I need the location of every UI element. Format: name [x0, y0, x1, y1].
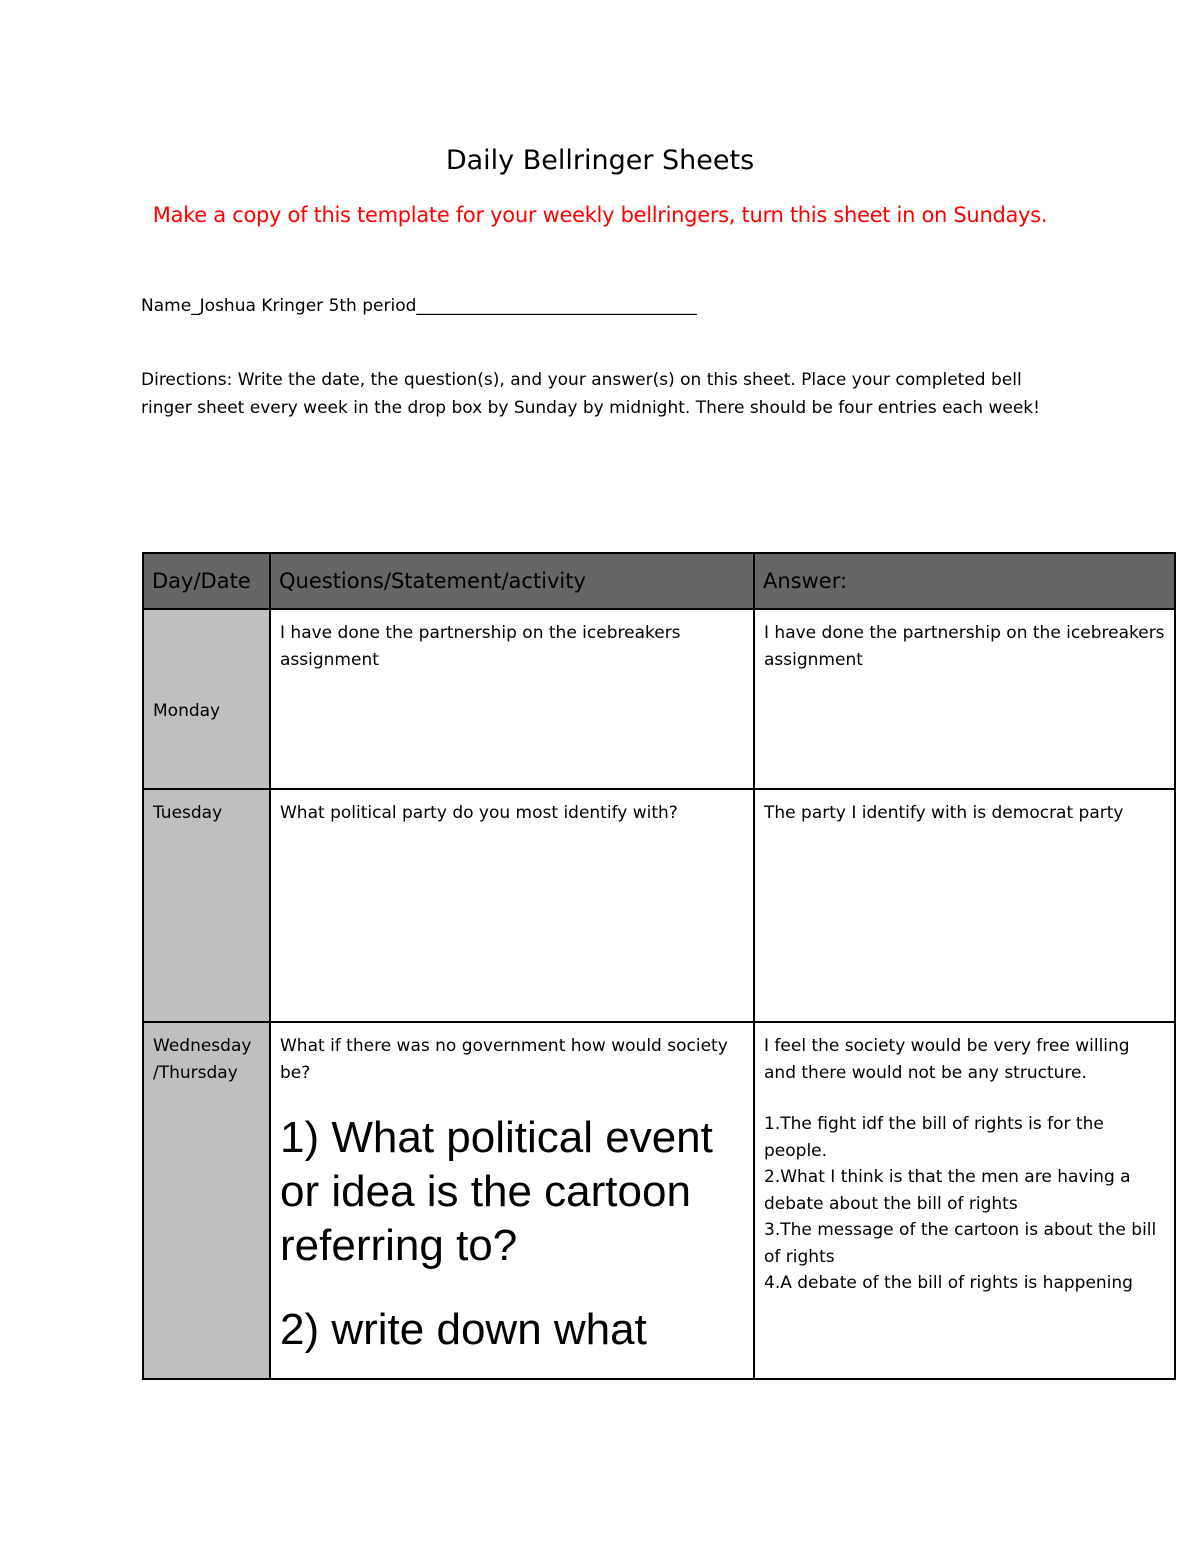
- cartoon-question-1: 1) What political event or idea is the cartoon referring to?: [280, 1113, 713, 1270]
- question-text: What political party do you most identify with?: [280, 803, 678, 823]
- day-label: Monday: [153, 701, 221, 721]
- question-text: I have done the partnership on the icebreakers assignment: [280, 623, 681, 670]
- day-label: Tuesday: [153, 803, 223, 823]
- cartoon-question-2: 2) write down what: [280, 1305, 647, 1354]
- page-title: Daily Bellringer Sheets: [445, 145, 755, 176]
- day-cell: [143, 1022, 270, 1379]
- answer-text: The party I identify with is democrat party: [764, 803, 1124, 823]
- answer-list: [764, 1111, 1166, 1297]
- name-line: Name_Joshua Kringer 5th period_________________________________: [141, 296, 697, 316]
- answer-text: I have done the partnership on the icebreakers assignment: [764, 623, 1165, 670]
- question-cell: [270, 789, 754, 1022]
- answer-cell: [754, 1022, 1175, 1379]
- day-cell: [143, 609, 270, 789]
- answer-text: I feel the society would be very free willing and there would not be any structure.: [764, 1036, 1130, 1083]
- table-row: [143, 609, 1175, 789]
- list-item: 1.The fight idf the bill of rights is for the people.: [764, 1114, 1104, 1161]
- table-row: [143, 1022, 1175, 1379]
- day-cell: [143, 789, 270, 1022]
- header-questions: Questions/Statement/activity: [270, 553, 754, 609]
- directions-text: Directions: Write the date, the question(s), and your answer(s) on this sheet. Place your completed bell ringer sheet every week in the drop box by Sunday by midnight. There should be four entries each week!: [141, 370, 1040, 418]
- list-item: 4.A debate of the bill of rights is happening: [764, 1273, 1133, 1293]
- table-row: [143, 789, 1175, 1022]
- header-day-date: Day/Date: [143, 553, 270, 609]
- answer-cell: [754, 609, 1175, 789]
- header-answer: Answer:: [754, 553, 1175, 609]
- question-cell: [270, 609, 754, 789]
- question-block: [271, 1023, 753, 1357]
- list-item: 3.The message of the cartoon is about the bill of rights: [764, 1220, 1157, 1267]
- instructions-subtitle: Make a copy of this template for your weekly bellringers, turn this sheet in on Sundays.: [152, 203, 1048, 227]
- table-header-row: [143, 553, 1175, 609]
- day-label: Wednesday /Thursday: [153, 1036, 252, 1083]
- bellringer-table: [142, 552, 1176, 1380]
- question-cell: [270, 1022, 754, 1379]
- answer-cell: [754, 789, 1175, 1022]
- list-item: 2.What I think is that the men are having a debate about the bill of rights: [764, 1167, 1131, 1214]
- answer-block: [755, 1023, 1174, 1297]
- question-text: What if there was no government how would society be?: [280, 1036, 728, 1083]
